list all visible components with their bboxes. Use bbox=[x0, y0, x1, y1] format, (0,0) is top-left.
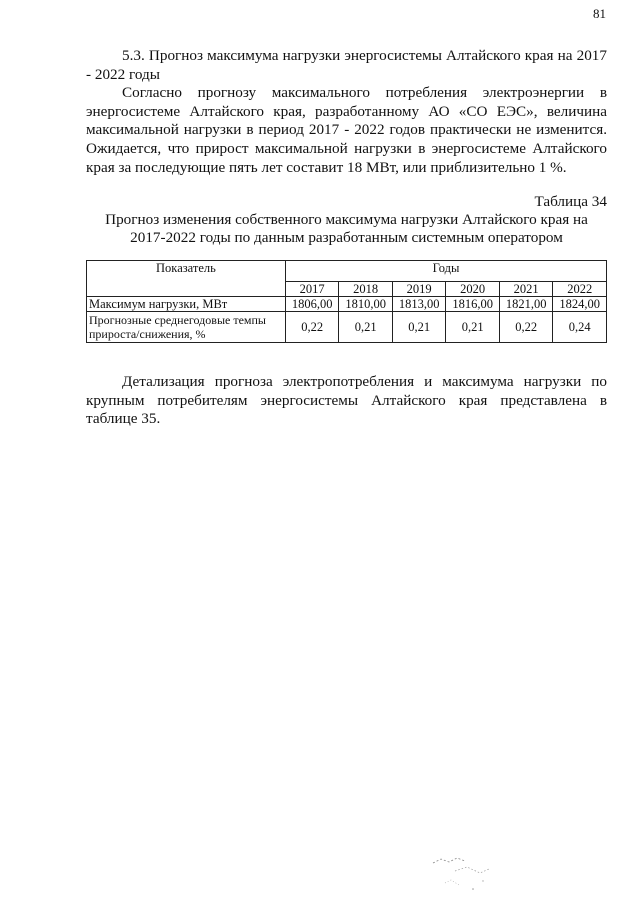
year-cell: 2022 bbox=[553, 282, 607, 297]
table-title bbox=[86, 211, 607, 247]
forecast-table bbox=[86, 260, 607, 343]
row-label: Прогнозные среднегодовые темпы прироста/снижения, % bbox=[87, 312, 286, 343]
value-cell: 1806,00 bbox=[285, 297, 339, 312]
year-cell: 2019 bbox=[392, 282, 446, 297]
table-header-row bbox=[87, 261, 607, 282]
value-cell: 0,21 bbox=[339, 312, 393, 343]
table-title-line-2: 2017-2022 годы по данным разработанным системным оператором bbox=[130, 229, 563, 247]
value-cell: 1821,00 bbox=[499, 297, 553, 312]
value-cell: 0,24 bbox=[553, 312, 607, 343]
header-years: Годы bbox=[285, 261, 606, 282]
table-row bbox=[87, 297, 607, 312]
section-heading: 5.3. Прогноз максимума нагрузки энергосистемы Алтайского края на 2017 - 2022 годы bbox=[86, 47, 607, 83]
signature-mark bbox=[425, 853, 505, 897]
value-cell: 0,22 bbox=[499, 312, 553, 343]
value-cell: 1816,00 bbox=[446, 297, 500, 312]
year-cell: 2018 bbox=[339, 282, 393, 297]
row-label: Максимум нагрузки, МВт bbox=[87, 297, 286, 312]
year-cell: 2020 bbox=[446, 282, 500, 297]
value-cell: 1824,00 bbox=[553, 297, 607, 312]
value-cell: 1813,00 bbox=[392, 297, 446, 312]
table-row bbox=[87, 312, 607, 343]
document-body bbox=[86, 47, 607, 429]
section-paragraph: Согласно прогнозу максимального потребления электроэнергии в энергосистеме Алтайского края, разработанному АО «СО ЕЭС», величина максимальной нагрузки в период 2017 - 2022 годов практически не изменится. Ожидается, что прирост максимальной нагрузки в энергосистеме Алтайского края за последующие пять лет составит 18 МВт, или приблизительно 1 %. bbox=[86, 84, 607, 176]
year-cell: 2021 bbox=[499, 282, 553, 297]
year-cell: 2017 bbox=[285, 282, 339, 297]
closing-paragraph: Детализация прогноза электропотребления и максимума нагрузки по крупным потребителям энергосистемы Алтайского края представлена в таблице 35. bbox=[86, 373, 607, 428]
table-number: Таблица 34 bbox=[534, 193, 607, 211]
header-indicator: Показатель bbox=[87, 261, 286, 297]
page-number: 81 bbox=[593, 6, 606, 21]
value-cell: 1810,00 bbox=[339, 297, 393, 312]
table-title-line-1: Прогноз изменения собственного максимума нагрузки Алтайского края на bbox=[105, 211, 588, 229]
value-cell: 0,21 bbox=[392, 312, 446, 343]
value-cell: 0,21 bbox=[446, 312, 500, 343]
value-cell: 0,22 bbox=[285, 312, 339, 343]
